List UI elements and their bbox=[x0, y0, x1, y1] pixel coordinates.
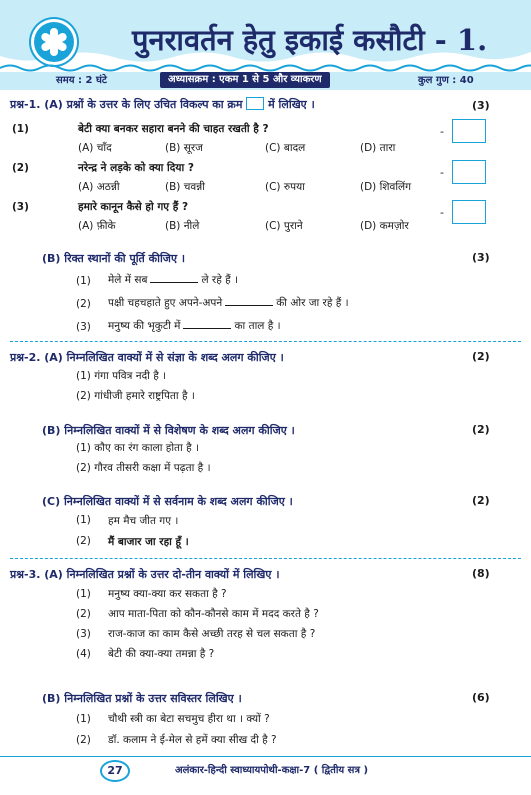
inline-answer-box bbox=[246, 97, 264, 110]
flower-logo-icon bbox=[34, 22, 74, 62]
total-marks-label: कुल गुण : 40 bbox=[418, 75, 474, 86]
mcq-option: (A) फ़ीके bbox=[78, 220, 116, 232]
list-item-number: (1) bbox=[76, 514, 91, 526]
footer-divider bbox=[0, 756, 531, 757]
list-item-number: (2) bbox=[76, 734, 91, 746]
footer-text: अलंकार-हिन्दी स्वाध्यायपोथी-कक्षा-7 ( द्वितीय सत्र ) bbox=[175, 765, 369, 776]
time-label: समय : 2 घंटे bbox=[56, 75, 107, 86]
list-item: (1) गंगा पवित्र नदी है । bbox=[76, 370, 167, 382]
mcq-option: (B) नीले bbox=[165, 220, 200, 232]
mcq-option: (A) अठन्नी bbox=[78, 181, 120, 193]
list-item-number: (2) bbox=[76, 608, 91, 620]
fill-blank-sentence: पक्षी चहचहाते हुए अपने-अपने की ओर जा रहे हैं । bbox=[108, 297, 349, 309]
answer-box[interactable] bbox=[452, 119, 486, 143]
list-item: राज-काज का काम कैसे अच्छी तरह से चल सकता है ? bbox=[108, 628, 316, 640]
mcq-option: (C) रुपया bbox=[265, 181, 305, 193]
list-item-number: (2) bbox=[76, 298, 91, 310]
list-item: (2) गांधीजी हमारे राष्ट्रपिता है । bbox=[76, 390, 195, 402]
list-item: चौथी स्त्री का बेटा सचमुच हीरा था । क्यों ? bbox=[108, 713, 270, 725]
list-item-number: (4) bbox=[76, 648, 91, 660]
q3b-heading: (B) निम्नलिखित प्रश्नों के उत्तर सविस्तर लिखिए । bbox=[42, 692, 242, 705]
q3a-marks: (8) bbox=[472, 567, 490, 580]
syllabus-label: अध्यासक्रम : एकम 1 से 5 और व्याकरण bbox=[160, 72, 330, 88]
q2b-heading: (B) निम्नलिखित वाक्यों में से विशेषण के शब्द अलग कीजिए । bbox=[42, 424, 295, 437]
q3a-heading: प्रश्न-3. (A) निम्नलिखित प्रश्नों के उत्तर दो-तीन वाक्यों में लिखिए । bbox=[10, 568, 280, 581]
section-divider bbox=[10, 341, 521, 342]
section-divider bbox=[10, 558, 521, 559]
list-item: मैं बाजार जा रहा हूँ । bbox=[108, 536, 189, 548]
q1a-marks: (3) bbox=[472, 99, 490, 112]
fill-blank-sentence: मनुष्य की भृकुटी में का ताल है । bbox=[108, 320, 281, 332]
question-number: (3) bbox=[12, 201, 29, 213]
mcq-question: बेटी क्या बनकर सहारा बनने की चाहत रखती है ? bbox=[78, 123, 269, 135]
page-title: पुनरावर्तन हेतु इकाई कसौटी - 1. bbox=[132, 23, 488, 57]
mcq-option: (A) चाँद bbox=[78, 142, 112, 154]
mcq-option: (B) सूरज bbox=[165, 142, 203, 154]
q2c-marks: (2) bbox=[472, 494, 490, 507]
dash: - bbox=[440, 125, 444, 138]
dash: - bbox=[440, 166, 444, 179]
q2a-heading: प्रश्न-2. (A) निम्नलिखित वाक्यों में से संज्ञा के शब्द अलग कीजिए । bbox=[10, 351, 284, 364]
list-item: हम मैच जीत गए । bbox=[108, 515, 179, 527]
page-number: 27 bbox=[100, 760, 130, 782]
q2c-heading: (C) निम्नलिखित वाक्यों में से सर्वनाम के शब्द अलग कीजिए । bbox=[42, 495, 293, 508]
q2a-marks: (2) bbox=[472, 350, 490, 363]
q1b-heading: (B) रिक्त स्थानों की पूर्ति कीजिए । bbox=[42, 252, 186, 265]
list-item: (1) कौए का रंग काला होता है । bbox=[76, 442, 199, 454]
list-item-number: (3) bbox=[76, 628, 91, 640]
question-number: (2) bbox=[12, 162, 29, 174]
list-item: डॉ. कलाम ने ई-मेल से हमें क्या सीख दी है ? bbox=[108, 734, 277, 746]
mcq-question: नरेन्द्र ने लड़के को क्या दिया ? bbox=[78, 162, 194, 174]
list-item: (2) गौरव तीसरी कक्षा में पढ़ता है । bbox=[76, 462, 211, 474]
answer-box[interactable] bbox=[452, 200, 486, 224]
q1b-marks: (3) bbox=[472, 251, 490, 264]
fill-blank-sentence: मेले में सब ले रहे हैं । bbox=[108, 274, 239, 286]
mcq-option: (D) शिवलिंग bbox=[360, 181, 412, 193]
mcq-option: (C) बादल bbox=[265, 142, 306, 154]
list-item-number: (1) bbox=[76, 275, 91, 287]
dash: - bbox=[440, 206, 444, 219]
list-item-number: (1) bbox=[76, 713, 91, 725]
q1a-heading: प्रश्न-1. (A) प्रश्नों के उत्तर के लिए उचित विकल्प का क्रम में लिखिए । bbox=[10, 98, 315, 111]
list-item: आप माता-पिता को कौन-कौनसे काम में मदद करते है ? bbox=[108, 608, 319, 620]
blank-line[interactable] bbox=[225, 305, 273, 306]
answer-box[interactable] bbox=[452, 160, 486, 184]
mcq-option: (D) तारा bbox=[360, 142, 396, 154]
q3b-marks: (6) bbox=[472, 691, 490, 704]
blank-line[interactable] bbox=[183, 328, 231, 329]
mcq-option: (B) चवन्नी bbox=[165, 181, 205, 193]
list-item: बेटी की क्या-क्या तमन्ना है ? bbox=[108, 648, 215, 660]
q2b-marks: (2) bbox=[472, 423, 490, 436]
question-number: (1) bbox=[12, 123, 29, 135]
list-item-number: (1) bbox=[76, 588, 91, 600]
mcq-option: (D) कमज़ोर bbox=[360, 220, 409, 232]
list-item-number: (2) bbox=[76, 535, 91, 547]
list-item: मनुष्य क्या-क्या कर सकता है ? bbox=[108, 588, 227, 600]
blank-line[interactable] bbox=[150, 282, 198, 283]
mcq-option: (C) पुराने bbox=[265, 220, 303, 232]
mcq-question: हमारे कानून कैसे हो गए हैं ? bbox=[78, 201, 189, 213]
list-item-number: (3) bbox=[76, 321, 91, 333]
